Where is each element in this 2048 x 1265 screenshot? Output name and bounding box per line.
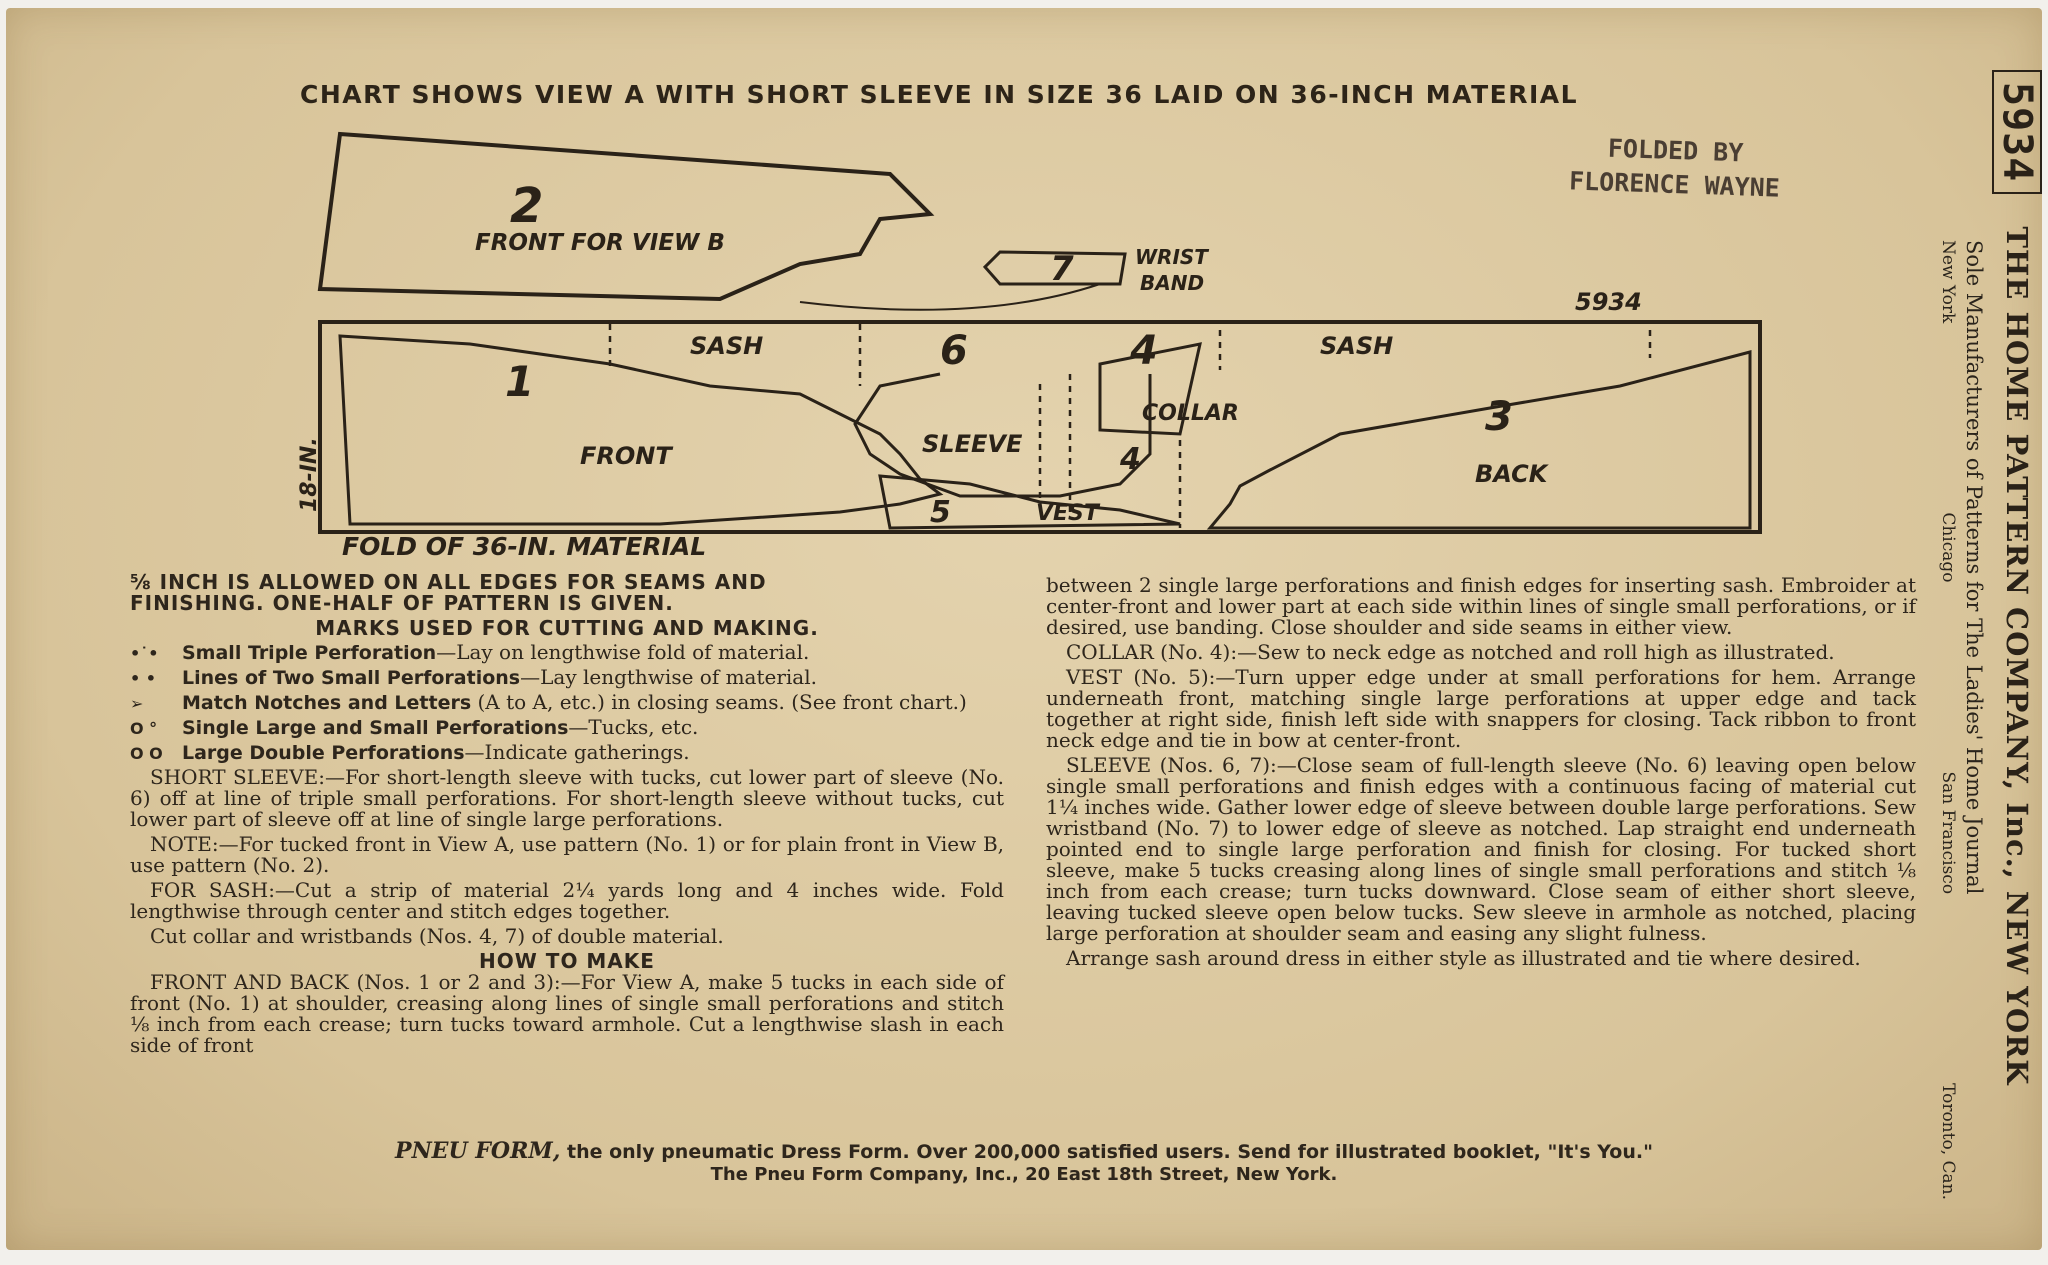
how-to-make-heading: HOW TO MAKE: [479, 949, 655, 973]
note-instructions: NOTE:—For tucked front in View A, use pattern (No. 1) or for plain front in View B, use pattern (No. 2).: [130, 832, 1004, 877]
pneu-form-address: The Pneu Form Company, Inc., 20 East 18th Street, New York.: [710, 1164, 1338, 1185]
sash-instructions: FOR SASH:—Cut a strip of material 2¼ yards long and 4 inches wide. Fold lengthwise through center and stitch edges together.: [130, 878, 1004, 923]
front-continuation: between 2 single large perforations and finish edges for inserting sash. Embroider at center-front and lower part at each side within lines of single small perforations, or if desired, use banding. Close shoulder and side seams in either view.: [1046, 573, 1916, 639]
piece-7-number: 7: [1050, 249, 1074, 289]
piece-4-number: 4: [1130, 328, 1158, 374]
instructions-right-column: [1046, 575, 1916, 973]
stamp-line-2: FLORENCE WAYNE: [1568, 166, 1781, 203]
piece-3-label: BACK: [1475, 460, 1548, 488]
sleeve-instructions: SLEEVE (Nos. 6, 7):—Close seam of full-length sleeve (No. 6) leaving open below single small perforations and finish edges with a continuous facing of material cut 1¼ inches wide. Gather lower edge of sleeve between double large perforations. Sew wristband (No. 7) to lower edge of sleeve as notched. Lap straight end underneath pointed end to single large perforation and finish for closing. For tucked short sleeve, make 5 tucks creasing along lines of single small perforations and stitch ⅛ inch from each crease; turn tucks downward. Close seam of either short sleeve, leaving tucked sleeve open below tucks. Sew sleeve in armhole as notched, placing large perforation at shoulder seam and easing any slight fulness.: [1046, 753, 1916, 945]
city-chicago: Chicago: [1938, 512, 1958, 583]
piece-3-number: 3: [1485, 394, 1513, 440]
instructions-left-column: [130, 572, 1004, 1060]
sash-arrangement: Arrange sash around dress in either style as illustrated and tie where desired.: [1066, 946, 1861, 970]
piece-4-label: COLLAR: [1142, 401, 1239, 426]
piece-1-label: FRONT: [580, 442, 672, 470]
piece-1-number: 1: [505, 357, 535, 406]
city-san-francisco: San Francisco: [1938, 771, 1958, 895]
large-double-perforation-icon: O O: [130, 744, 163, 763]
notch-arrow-icon: ➢: [130, 694, 144, 713]
piece-5-label: VEST: [1036, 501, 1099, 526]
front-back-instructions: FRONT AND BACK (Nos. 1 or 2 and 3):—For View A, make 5 tucks in each side of front (No. 1) at shoulder, creasing along lines of single small perforations and stitch ⅛ inch from each crease; turn tucks toward armhole. Cut a lengthwise slash in each side of front: [130, 970, 1004, 1057]
piece-4b-number: 4: [1120, 442, 1141, 477]
side-panel: [1930, 70, 2048, 1200]
sash-label-right: SASH: [1320, 332, 1394, 360]
piece-5-number: 5: [930, 495, 951, 530]
piece-6-label: SLEEVE: [922, 430, 1023, 458]
pneu-form-advertisement: [0, 1138, 2048, 1164]
seam-allowance-line-2: FINISHING. ONE-HALF OF PATTERN IS GIVEN.: [130, 591, 674, 615]
piece-7-label-2: BAND: [1140, 271, 1205, 295]
collar-cutting-instructions: Cut collar and wristbands (Nos. 4, 7) of double material.: [150, 924, 724, 948]
company-name: THE HOME PATTERN COMPANY, Inc., NEW YORK: [2000, 226, 2034, 1086]
double-perforation-icon: • •: [130, 669, 157, 688]
mark-match-notches: ➢ Match Notches and Letters (A to A, etc.) in closing seams. (See front chart.): [130, 690, 967, 714]
seam-allowance-line-1: ⅝ INCH IS ALLOWED ON ALL EDGES FOR SEAMS AND: [130, 570, 767, 594]
mark-single-large-small-perforations: O ° Single Large and Small Perforations—Tucks, etc.: [130, 715, 699, 739]
triple-perforation-icon: •˙•: [130, 644, 159, 663]
mark-large-double-perforations: O O Large Double Perforations—Indicate gatherings.: [130, 740, 690, 764]
company-cities: [1938, 240, 1958, 1200]
piece-7-label-1: WRIST: [1135, 245, 1208, 269]
company-line: [1992, 70, 2042, 1200]
collar-instructions: COLLAR (No. 4):—Sew to neck edge as notched and roll high as illustrated.: [1066, 640, 1835, 664]
piece-2-label: FRONT FOR VIEW B: [475, 230, 725, 256]
cutting-layout-diagram: [280, 124, 1780, 564]
city-new-york: New York: [1938, 240, 1958, 324]
sash-label-left: SASH: [690, 332, 764, 360]
width-label: 18-IN.: [297, 437, 322, 512]
fold-label: FOLD OF 36-IN. MATERIAL: [342, 532, 707, 561]
stamp-line-1: FOLDED BY: [1607, 133, 1744, 168]
piece-6-number: 6: [940, 328, 968, 374]
piece-2-number: 2: [510, 178, 544, 234]
mark-two-small-perforations: • • Lines of Two Small Perforations—Lay lengthwise of material.: [130, 665, 817, 689]
short-sleeve-instructions: SHORT SLEEVE:—For short-length sleeve with tucks, cut lower part of sleeve (No. 6) off at line of triple small perforations. For short-length sleeve without tucks, cut lower part of sleeve off at line of single large perforations.: [130, 765, 1004, 831]
piece-1-outline: [340, 336, 940, 524]
vest-instructions: VEST (No. 5):—Turn upper edge under at small perforations for hem. Arrange underneath front, matching single large perforations at upper edge and tack together at right side, finish left side with snappers for closing. Tack ribbon to front neck edge and tie in bow at center-front.: [1046, 665, 1916, 752]
piece-3-outline: [1210, 352, 1750, 528]
pneu-form-tagline: the only pneumatic Dress Form. Over 200,000 satisfied users. Send for illustrated booklet, "It's You.": [560, 1141, 1653, 1163]
chart-title: CHART SHOWS VIEW A WITH SHORT SLEEVE IN SIZE 36 LAID ON 36-INCH MATERIAL: [300, 80, 1579, 109]
company-tagline: Sole Manufacturers of Patterns for The Ladies' Home Journal: [1962, 240, 1986, 895]
piece-2-outline: [320, 134, 930, 299]
mark-small-triple-perforation: •˙• Small Triple Perforation—Lay on lengthwise fold of material.: [130, 640, 810, 664]
city-toronto: Toronto, Can.: [1938, 1083, 1958, 1200]
large-small-perforation-icon: O °: [130, 719, 158, 738]
pattern-number-label: 5934: [1575, 288, 1642, 316]
pneu-form-brand: PNEU FORM,: [395, 1138, 561, 1164]
pattern-number-box: 5934: [1992, 70, 2042, 194]
marks-heading: MARKS USED FOR CUTTING AND MAKING.: [315, 616, 819, 640]
